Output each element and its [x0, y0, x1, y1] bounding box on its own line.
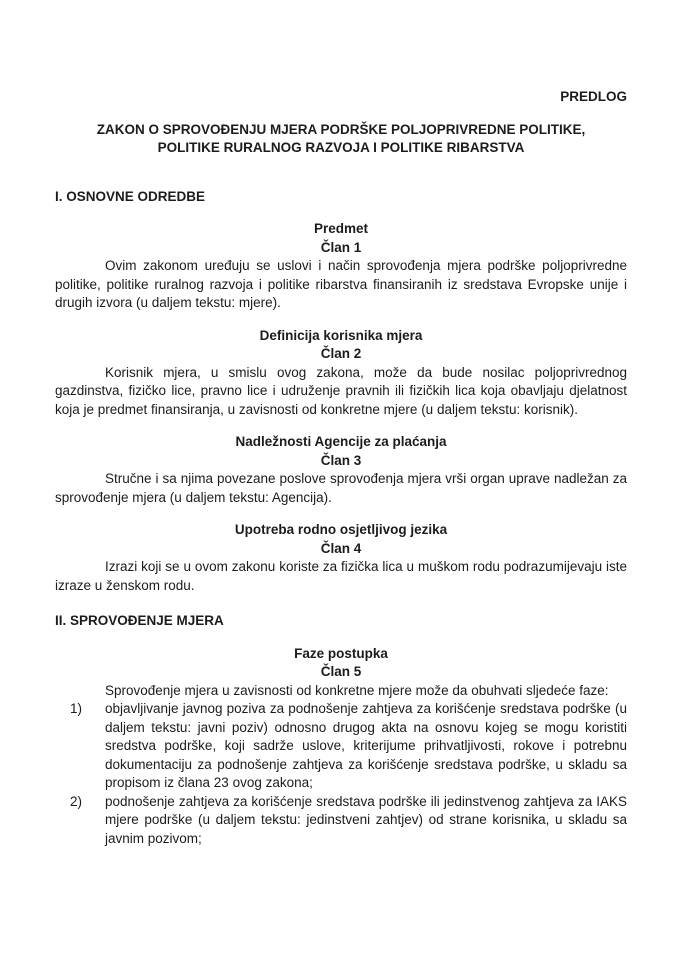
- article-1-body: Ovim zakonom uređuju se uslovi i način sprovođenja mjera podrške poljoprivredne politike, politike ruralnog razvoja i politike ribarstva finansiranih iz sredstava Evropske unije i drugih izvora (u daljem tekstu: mjere).: [55, 258, 627, 310]
- article-2-body: Korisnik mjera, u smislu ovog zakona, može da bude nosilac poljoprivrednog gazdinstva, fizičko lice, pravno lice i udruženje pravnih ili fizičkih lica koja obavljaju djelatnost koja je predmet finansiranja, u zavisnosti od konkretne mjere (u daljem tekstu: korisnik).: [55, 364, 627, 417]
- document-title-line2: POLITIKE RURALNOG RAZVOJA I POLITIKE RIBARSTVA: [157, 140, 525, 155]
- article-3-number: Član 3: [320, 452, 362, 468]
- article-2-heading: Definicija korisnika mjera: [259, 327, 423, 343]
- list-item-2: [55, 793, 627, 849]
- article-5: [55, 645, 627, 849]
- article-3-body: Stručne i sa njima povezane poslove sprovođenja mjera vrši organ uprave nadležan za sprovođenje mjera (u daljem tekstu: Agencija).: [55, 471, 627, 505]
- article-4-number: Član 4: [320, 540, 362, 556]
- article-1-number: Član 1: [320, 239, 362, 255]
- document-title-line1: ZAKON O SPROVOĐENJU MJERA PODRŠKE POLJOPRIVREDNE POLITIKE,: [96, 121, 586, 137]
- article-4-body: Izrazi koji se u ovom zakonu koriste za fizička lica u muškom rodu podrazumijevaju iste izraze u ženskom rodu.: [55, 559, 627, 593]
- article-1: [55, 220, 627, 313]
- article-3: [55, 433, 627, 507]
- article-5-intro: Sprovođenje mjera u zavisnosti od konkretne mjere može da obuhvati sljedeće faze:: [105, 682, 609, 698]
- article-5-heading: Faze postupka: [294, 645, 388, 661]
- article-5-number: Član 5: [320, 664, 362, 679]
- document-title: [55, 121, 627, 158]
- list-item-1-text: objavljivanje javnog poziva za podnošenje zahtjeva za korišćenje sredstava podrške (u daljem tekstu: javni poziv) odnosno drugog akta na osnovu kojeg se mogu koristiti sredstva podrške, koji sadrže uslove, kriterijume prihvatljivosti, rokove i potrebnu dokumentaciju za podnošenje zahtjeva za korišćenje sredstava podrške, u skladu sa propisom iz člana 23 ovog zakona;: [105, 701, 627, 790]
- section-heading-sprovodjenje-mjera: II. SPROVOĐENJE MJERA: [55, 613, 224, 628]
- list-item-2-number: 2): [70, 793, 83, 809]
- article-4-heading: Upotreba rodno osjetljivog jezika: [234, 522, 448, 537]
- article-3-heading: Nadležnosti Agencije za plaćanja: [235, 434, 447, 449]
- document-tag: PREDLOG: [560, 89, 627, 104]
- article-2-number: Član 2: [320, 346, 362, 361]
- list-item-1-number: 1): [70, 701, 83, 716]
- list-item-1: [55, 700, 627, 793]
- article-2: [55, 327, 627, 420]
- article-4: [55, 521, 627, 595]
- article-1-heading: Predmet: [313, 221, 369, 236]
- section-heading-osnovne-odredbe: I. OSNOVNE ODREDBE: [55, 188, 206, 204]
- list-item-2-text: podnošenje zahtjeva za korišćenje sredstava podrške ili jedinstvenog zahtjeva za IAKS mjere podrške (u daljem tekstu: jedinstveni zahtjev) od strane korisnika, u skladu sa javnim pozivom;: [105, 793, 627, 846]
